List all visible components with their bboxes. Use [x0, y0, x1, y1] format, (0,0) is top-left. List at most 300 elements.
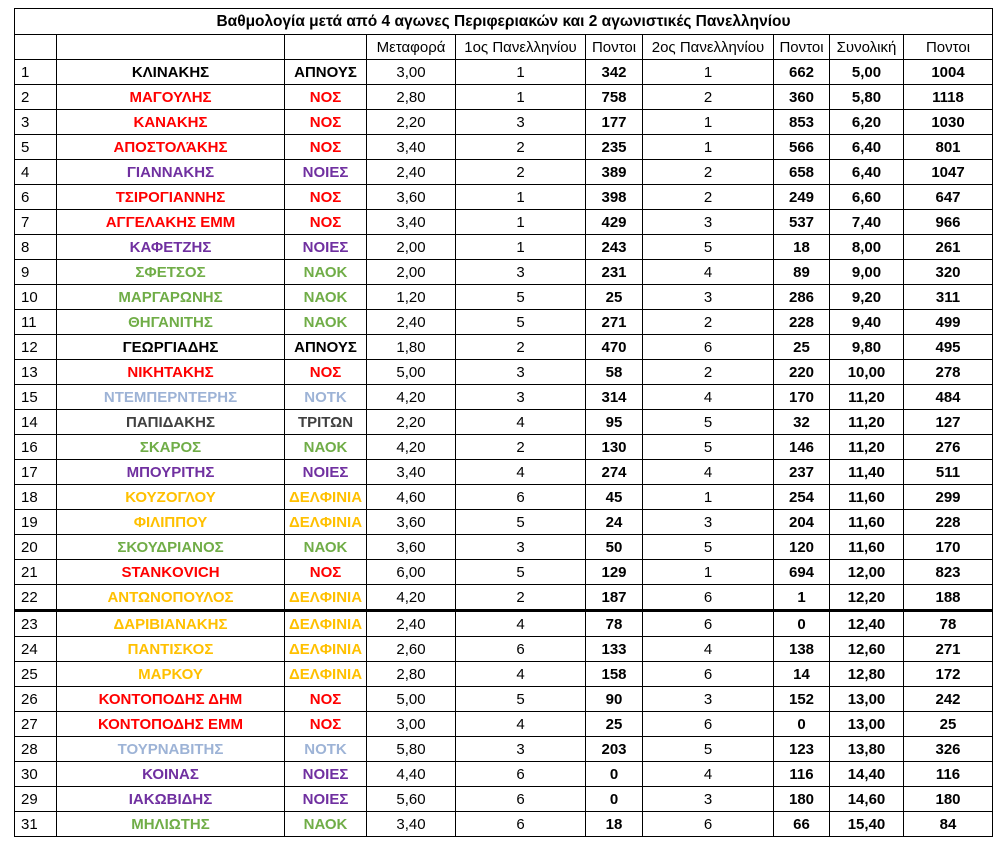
header-club: [285, 35, 367, 60]
first-panhellenic-place: 3: [456, 360, 586, 385]
points-1: 133: [586, 637, 643, 662]
transfer-value: 3,60: [367, 535, 456, 560]
rank-cell: 22: [15, 585, 57, 611]
first-panhellenic-place: 6: [456, 787, 586, 812]
club-name: ΔΕΛΦΙΝΙΑ: [285, 585, 367, 611]
club-name: ΑΠΝΟΥΣ: [285, 335, 367, 360]
transfer-value: 5,00: [367, 687, 456, 712]
points-2: 662: [774, 60, 830, 85]
points-1: 0: [586, 762, 643, 787]
club-name: ΝΟΣ: [285, 185, 367, 210]
table-row: [15, 737, 993, 762]
athlete-name: ΜΑΡΚΟΥ: [57, 662, 285, 687]
second-panhellenic-place: 2: [643, 185, 774, 210]
points-2: 237: [774, 460, 830, 485]
table-row: [15, 510, 993, 535]
points-1: 95: [586, 410, 643, 435]
total-score: 11,20: [830, 435, 904, 460]
table-row: [15, 585, 993, 611]
points-2: 694: [774, 560, 830, 585]
header-points-1: Ποντοι: [586, 35, 643, 60]
club-name: ΝΑΟΚ: [285, 535, 367, 560]
transfer-value: 2,40: [367, 310, 456, 335]
athlete-name: ΜΑΡΓΑΡΩΝΗΣ: [57, 285, 285, 310]
rank-cell: 26: [15, 687, 57, 712]
rank-cell: 17: [15, 460, 57, 485]
total-score: 12,80: [830, 662, 904, 687]
transfer-value: 2,40: [367, 611, 456, 637]
athlete-name: ΚΟΝΤΟΠΟΔΗΣ ΔΗΜ: [57, 687, 285, 712]
total-points: 172: [904, 662, 993, 687]
rank-cell: 30: [15, 762, 57, 787]
total-points: 25: [904, 712, 993, 737]
first-panhellenic-place: 3: [456, 260, 586, 285]
title-row: [15, 9, 993, 35]
first-panhellenic-place: 5: [456, 687, 586, 712]
second-panhellenic-place: 2: [643, 160, 774, 185]
total-points: 647: [904, 185, 993, 210]
points-2: 170: [774, 385, 830, 410]
points-1: 398: [586, 185, 643, 210]
transfer-value: 5,60: [367, 787, 456, 812]
transfer-value: 3,40: [367, 135, 456, 160]
club-name: ΝΟΣ: [285, 360, 367, 385]
total-points: 1118: [904, 85, 993, 110]
points-2: 116: [774, 762, 830, 787]
rank-cell: 1: [15, 60, 57, 85]
athlete-name: ΜΠΟΥΡΙΤΗΣ: [57, 460, 285, 485]
club-name: ΝΟΣ: [285, 135, 367, 160]
club-name: ΝΟΣ: [285, 712, 367, 737]
athlete-name: ΑΠΟΣΤΟΛΆΚΗΣ: [57, 135, 285, 160]
first-panhellenic-place: 3: [456, 110, 586, 135]
second-panhellenic-place: 1: [643, 560, 774, 585]
total-score: 14,60: [830, 787, 904, 812]
table-title: Βαθμολογία μετά από 4 αγωνες Περιφεριακών και 2 αγωνιστικές Πανελληνίου: [15, 9, 993, 35]
total-points: 116: [904, 762, 993, 787]
table-row: [15, 260, 993, 285]
transfer-value: 6,00: [367, 560, 456, 585]
table-row: [15, 535, 993, 560]
points-2: 204: [774, 510, 830, 535]
rank-cell: 2: [15, 85, 57, 110]
rank-cell: 8: [15, 235, 57, 260]
second-panhellenic-place: 2: [643, 85, 774, 110]
table-row: [15, 410, 993, 435]
first-panhellenic-place: 3: [456, 737, 586, 762]
first-panhellenic-place: 4: [456, 410, 586, 435]
transfer-value: 2,60: [367, 637, 456, 662]
total-score: 13,00: [830, 712, 904, 737]
rank-cell: 7: [15, 210, 57, 235]
second-panhellenic-place: 2: [643, 360, 774, 385]
second-panhellenic-place: 6: [643, 812, 774, 837]
rank-cell: 9: [15, 260, 57, 285]
transfer-value: 2,80: [367, 85, 456, 110]
total-score: 12,40: [830, 611, 904, 637]
total-points: 271: [904, 637, 993, 662]
first-panhellenic-place: 5: [456, 560, 586, 585]
points-2: 18: [774, 235, 830, 260]
first-panhellenic-place: 1: [456, 60, 586, 85]
table-row: [15, 335, 993, 360]
second-panhellenic-place: 5: [643, 535, 774, 560]
first-panhellenic-place: 1: [456, 185, 586, 210]
points-1: 0: [586, 787, 643, 812]
total-points: 188: [904, 585, 993, 611]
points-1: 130: [586, 435, 643, 460]
total-points: 499: [904, 310, 993, 335]
second-panhellenic-place: 6: [643, 585, 774, 611]
table-row: [15, 110, 993, 135]
transfer-value: 4,20: [367, 385, 456, 410]
total-points: 180: [904, 787, 993, 812]
header-points-2: Ποντοι: [774, 35, 830, 60]
rank-cell: 11: [15, 310, 57, 335]
athlete-name: ΚΑΝΑΚΗΣ: [57, 110, 285, 135]
points-1: 129: [586, 560, 643, 585]
first-panhellenic-place: 5: [456, 510, 586, 535]
athlete-name: ΑΓΓΕΛΑΚΗΣ ΕΜΜ: [57, 210, 285, 235]
points-2: 152: [774, 687, 830, 712]
transfer-value: 2,00: [367, 235, 456, 260]
rank-cell: 4: [15, 160, 57, 185]
total-points: 311: [904, 285, 993, 310]
table-row: [15, 460, 993, 485]
points-1: 342: [586, 60, 643, 85]
rank-cell: 23: [15, 611, 57, 637]
first-panhellenic-place: 2: [456, 335, 586, 360]
first-panhellenic-place: 3: [456, 385, 586, 410]
points-2: 537: [774, 210, 830, 235]
total-score: 11,60: [830, 485, 904, 510]
rank-cell: 28: [15, 737, 57, 762]
second-panhellenic-place: 4: [643, 762, 774, 787]
total-points: 278: [904, 360, 993, 385]
second-panhellenic-place: 5: [643, 410, 774, 435]
header-first-panhellenic: 1ος Πανελληνίου: [456, 35, 586, 60]
total-score: 11,20: [830, 385, 904, 410]
athlete-name: ΝΙΚΗΤΑΚΗΣ: [57, 360, 285, 385]
second-panhellenic-place: 1: [643, 60, 774, 85]
second-panhellenic-place: 1: [643, 110, 774, 135]
transfer-value: 5,80: [367, 737, 456, 762]
total-score: 9,20: [830, 285, 904, 310]
points-2: 254: [774, 485, 830, 510]
points-2: 89: [774, 260, 830, 285]
second-panhellenic-place: 4: [643, 385, 774, 410]
rank-cell: 12: [15, 335, 57, 360]
club-name: ΔΕΛΦΙΝΙΑ: [285, 637, 367, 662]
first-panhellenic-place: 4: [456, 460, 586, 485]
table-row: [15, 812, 993, 837]
club-name: ΝΟΣ: [285, 85, 367, 110]
transfer-value: 1,20: [367, 285, 456, 310]
second-panhellenic-place: 6: [643, 611, 774, 637]
total-points: 511: [904, 460, 993, 485]
transfer-value: 5,00: [367, 360, 456, 385]
standings-table: [14, 8, 993, 837]
total-points: 966: [904, 210, 993, 235]
first-panhellenic-place: 5: [456, 285, 586, 310]
second-panhellenic-place: 5: [643, 435, 774, 460]
athlete-name: ΚΟΥΖΟΓΛΟΥ: [57, 485, 285, 510]
total-score: 12,20: [830, 585, 904, 611]
total-score: 9,40: [830, 310, 904, 335]
points-2: 25: [774, 335, 830, 360]
first-panhellenic-place: 4: [456, 611, 586, 637]
table-row: [15, 60, 993, 85]
athlete-name: ΚΛΙΝΑΚΗΣ: [57, 60, 285, 85]
total-points: 823: [904, 560, 993, 585]
transfer-value: 2,80: [367, 662, 456, 687]
second-panhellenic-place: 3: [643, 210, 774, 235]
points-1: 187: [586, 585, 643, 611]
header-rank: [15, 35, 57, 60]
rank-cell: 10: [15, 285, 57, 310]
points-1: 314: [586, 385, 643, 410]
table-row: [15, 762, 993, 787]
points-1: 274: [586, 460, 643, 485]
second-panhellenic-place: 6: [643, 662, 774, 687]
athlete-name: ΓΕΩΡΓΙΑΔΗΣ: [57, 335, 285, 360]
total-score: 13,00: [830, 687, 904, 712]
first-panhellenic-place: 3: [456, 535, 586, 560]
table-row: [15, 210, 993, 235]
points-1: 271: [586, 310, 643, 335]
points-2: 66: [774, 812, 830, 837]
points-2: 123: [774, 737, 830, 762]
points-2: 566: [774, 135, 830, 160]
rank-cell: 15: [15, 385, 57, 410]
points-2: 220: [774, 360, 830, 385]
first-panhellenic-place: 1: [456, 85, 586, 110]
club-name: ΝΟΙΕΣ: [285, 160, 367, 185]
total-score: 10,00: [830, 360, 904, 385]
club-name: ΝΟΙΕΣ: [285, 787, 367, 812]
total-score: 9,00: [830, 260, 904, 285]
club-name: ΝΟΣ: [285, 110, 367, 135]
points-2: 180: [774, 787, 830, 812]
transfer-value: 3,60: [367, 510, 456, 535]
total-points: 1047: [904, 160, 993, 185]
total-points: 326: [904, 737, 993, 762]
points-2: 249: [774, 185, 830, 210]
points-2: 0: [774, 712, 830, 737]
first-panhellenic-place: 2: [456, 435, 586, 460]
athlete-name: ΤΟΥΡΝΑΒΙΤΗΣ: [57, 737, 285, 762]
table-row: [15, 637, 993, 662]
second-panhellenic-place: 5: [643, 235, 774, 260]
first-panhellenic-place: 6: [456, 812, 586, 837]
total-points: 1004: [904, 60, 993, 85]
first-panhellenic-place: 1: [456, 210, 586, 235]
transfer-value: 4,40: [367, 762, 456, 787]
second-panhellenic-place: 4: [643, 460, 774, 485]
table-row: [15, 611, 993, 637]
total-score: 6,40: [830, 135, 904, 160]
table-row: [15, 560, 993, 585]
table-row: [15, 485, 993, 510]
points-2: 146: [774, 435, 830, 460]
points-1: 25: [586, 712, 643, 737]
transfer-value: 3,40: [367, 460, 456, 485]
table-row: [15, 235, 993, 260]
total-points: 127: [904, 410, 993, 435]
points-1: 243: [586, 235, 643, 260]
club-name: ΤΡΙΤΩΝ: [285, 410, 367, 435]
points-2: 360: [774, 85, 830, 110]
athlete-name: ΤΣΙΡΟΓΙΑΝΝΗΣ: [57, 185, 285, 210]
total-score: 5,00: [830, 60, 904, 85]
total-points: 299: [904, 485, 993, 510]
table-row: [15, 85, 993, 110]
points-1: 24: [586, 510, 643, 535]
points-2: 228: [774, 310, 830, 335]
transfer-value: 2,40: [367, 160, 456, 185]
total-score: 14,40: [830, 762, 904, 787]
points-1: 429: [586, 210, 643, 235]
total-score: 6,60: [830, 185, 904, 210]
athlete-name: ΣΚΑΡΟΣ: [57, 435, 285, 460]
points-1: 78: [586, 611, 643, 637]
rank-cell: 27: [15, 712, 57, 737]
first-panhellenic-place: 5: [456, 310, 586, 335]
total-points: 484: [904, 385, 993, 410]
first-panhellenic-place: 2: [456, 160, 586, 185]
total-points: 276: [904, 435, 993, 460]
transfer-value: 3,00: [367, 712, 456, 737]
second-panhellenic-place: 3: [643, 285, 774, 310]
rank-cell: 13: [15, 360, 57, 385]
points-2: 286: [774, 285, 830, 310]
transfer-value: 2,20: [367, 110, 456, 135]
table-row: [15, 385, 993, 410]
total-points: 261: [904, 235, 993, 260]
first-panhellenic-place: 2: [456, 585, 586, 611]
table-row: [15, 712, 993, 737]
rank-cell: 24: [15, 637, 57, 662]
second-panhellenic-place: 4: [643, 260, 774, 285]
rank-cell: 3: [15, 110, 57, 135]
transfer-value: 3,00: [367, 60, 456, 85]
header-row: [15, 35, 993, 60]
total-points: 1030: [904, 110, 993, 135]
rank-cell: 18: [15, 485, 57, 510]
rank-cell: 6: [15, 185, 57, 210]
club-name: ΝΑΟΚ: [285, 310, 367, 335]
athlete-name: ΓΙΑΝΝΑΚΗΣ: [57, 160, 285, 185]
athlete-name: ΚΟΝΤΟΠΟΔΗΣ ΕΜΜ: [57, 712, 285, 737]
athlete-name: ΔΑΡΙΒΙΑΝΑΚΗΣ: [57, 611, 285, 637]
table-row: [15, 360, 993, 385]
table-row: [15, 160, 993, 185]
club-name: ΝΟΤΚ: [285, 385, 367, 410]
points-2: 853: [774, 110, 830, 135]
second-panhellenic-place: 6: [643, 335, 774, 360]
points-2: 138: [774, 637, 830, 662]
total-score: 13,80: [830, 737, 904, 762]
rank-cell: 25: [15, 662, 57, 687]
athlete-name: ΝΤΕΜΠΕΡΝΤΕΡΗΣ: [57, 385, 285, 410]
second-panhellenic-place: 4: [643, 637, 774, 662]
points-1: 58: [586, 360, 643, 385]
second-panhellenic-place: 5: [643, 737, 774, 762]
total-points: 84: [904, 812, 993, 837]
total-points: 78: [904, 611, 993, 637]
athlete-name: ΑΝΤΩΝΟΠΟΥΛΟΣ: [57, 585, 285, 611]
table-row: [15, 285, 993, 310]
points-1: 177: [586, 110, 643, 135]
total-score: 11,60: [830, 535, 904, 560]
points-1: 389: [586, 160, 643, 185]
club-name: ΝΑΟΚ: [285, 285, 367, 310]
total-score: 11,60: [830, 510, 904, 535]
athlete-name: ΙΑΚΩΒΙΔΗΣ: [57, 787, 285, 812]
points-1: 18: [586, 812, 643, 837]
club-name: ΝΟΙΕΣ: [285, 460, 367, 485]
athlete-name: ΚΟΙΝΑΣ: [57, 762, 285, 787]
table-row: [15, 435, 993, 460]
points-1: 231: [586, 260, 643, 285]
club-name: ΝΟΣ: [285, 210, 367, 235]
rank-cell: 20: [15, 535, 57, 560]
club-name: ΝΟΙΕΣ: [285, 762, 367, 787]
total-points: 170: [904, 535, 993, 560]
transfer-value: 3,40: [367, 812, 456, 837]
transfer-value: 3,60: [367, 185, 456, 210]
club-name: ΝΟΙΕΣ: [285, 235, 367, 260]
points-2: 0: [774, 611, 830, 637]
transfer-value: 3,40: [367, 210, 456, 235]
rank-cell: 29: [15, 787, 57, 812]
athlete-name: ΘΗΓΑΝΙΤΗΣ: [57, 310, 285, 335]
header-points-total: Ποντοι: [904, 35, 993, 60]
table-row: [15, 310, 993, 335]
rank-cell: 5: [15, 135, 57, 160]
athlete-name: ΣΚΟΥΔΡΙΑΝΟΣ: [57, 535, 285, 560]
club-name: ΝΑΟΚ: [285, 435, 367, 460]
club-name: ΝΑΟΚ: [285, 260, 367, 285]
table-row: [15, 135, 993, 160]
points-2: 32: [774, 410, 830, 435]
total-points: 228: [904, 510, 993, 535]
athlete-name: ΜΑΓΟΥΛΗΣ: [57, 85, 285, 110]
points-2: 14: [774, 662, 830, 687]
athlete-name: ΦΙΛΙΠΠΟΥ: [57, 510, 285, 535]
total-score: 6,20: [830, 110, 904, 135]
first-panhellenic-place: 4: [456, 712, 586, 737]
first-panhellenic-place: 6: [456, 762, 586, 787]
points-2: 658: [774, 160, 830, 185]
total-score: 7,40: [830, 210, 904, 235]
second-panhellenic-place: 2: [643, 310, 774, 335]
total-score: 15,40: [830, 812, 904, 837]
points-1: 25: [586, 285, 643, 310]
club-name: ΑΠΝΟΥΣ: [285, 60, 367, 85]
table-row: [15, 185, 993, 210]
transfer-value: 1,80: [367, 335, 456, 360]
total-score: 12,00: [830, 560, 904, 585]
total-points: 320: [904, 260, 993, 285]
header-name: [57, 35, 285, 60]
points-1: 45: [586, 485, 643, 510]
points-1: 158: [586, 662, 643, 687]
points-2: 120: [774, 535, 830, 560]
header-second-panhellenic: 2ος Πανελληνίου: [643, 35, 774, 60]
second-panhellenic-place: 3: [643, 510, 774, 535]
total-score: 8,00: [830, 235, 904, 260]
